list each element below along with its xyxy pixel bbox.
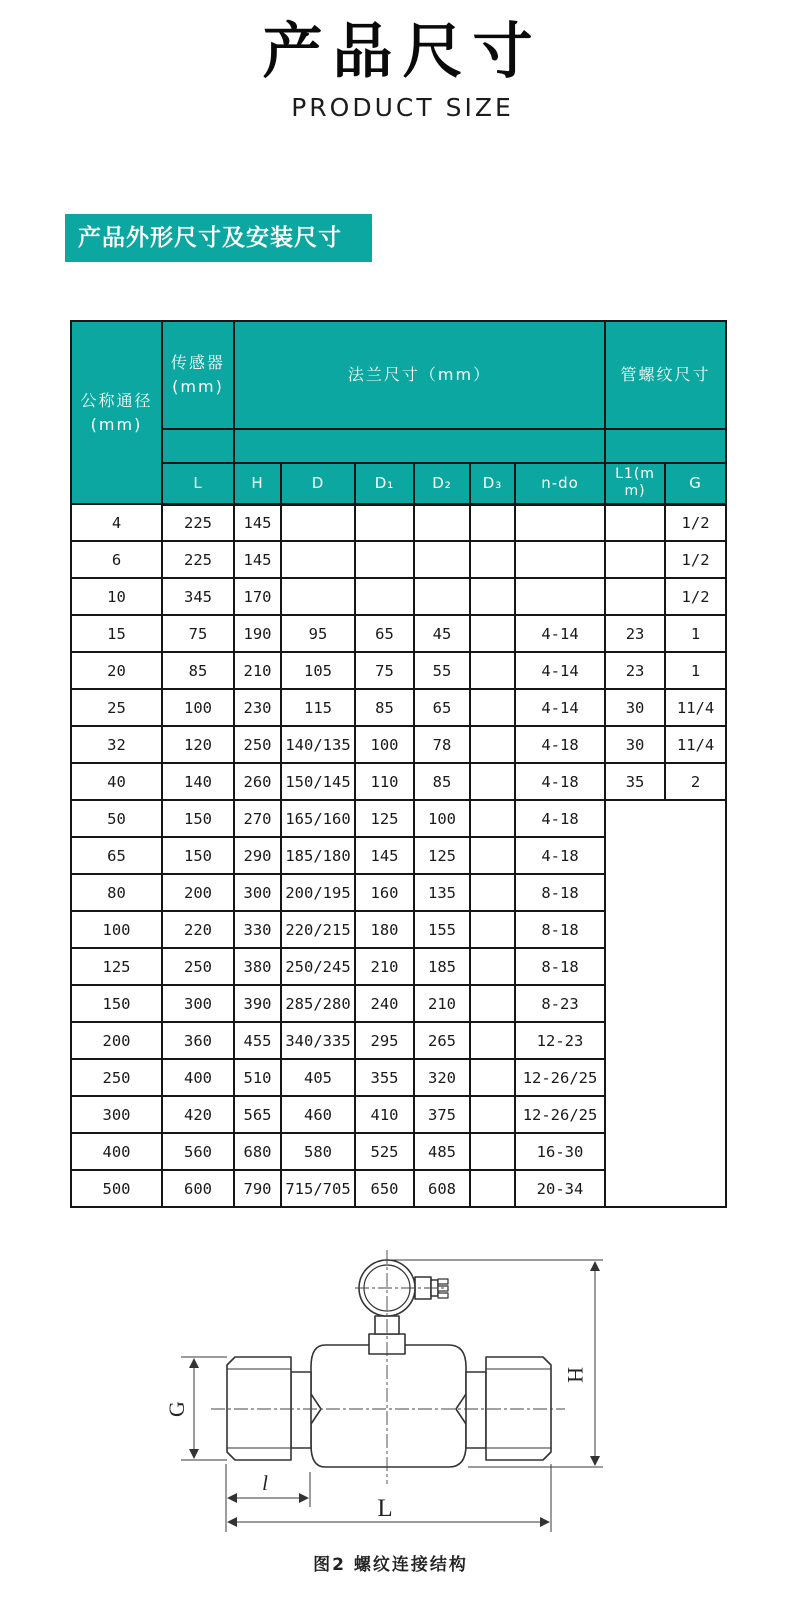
table-cell: 375 — [414, 1096, 470, 1133]
table-cell — [605, 541, 665, 578]
table-cell: 250 — [234, 726, 281, 763]
table-cell: 120 — [162, 726, 234, 763]
table-cell — [470, 652, 515, 689]
table-cell — [515, 578, 605, 615]
table-cell: 225 — [162, 541, 234, 578]
title-block — [0, 18, 805, 122]
table-cell — [355, 578, 414, 615]
table-cell — [470, 1022, 515, 1059]
cable-gland-rib — [438, 1279, 448, 1284]
cable-gland-rib — [438, 1286, 448, 1291]
table-cell — [470, 1059, 515, 1096]
table-cell — [470, 985, 515, 1022]
table-cell: 150 — [71, 985, 162, 1022]
table-cell: 85 — [414, 763, 470, 800]
table-cell — [470, 541, 515, 578]
table-cell: 20-34 — [515, 1170, 605, 1207]
table-cell — [355, 541, 414, 578]
table-cell — [515, 541, 605, 578]
table-cell — [470, 874, 515, 911]
table-cell: 1/2 — [665, 504, 726, 541]
table-cell: 25 — [71, 689, 162, 726]
table-cell: 170 — [234, 578, 281, 615]
dimension-label-G: G — [164, 1401, 189, 1417]
table-cell: 32 — [71, 726, 162, 763]
table-cell: 200/195 — [281, 874, 355, 911]
table-cell: 4-14 — [515, 689, 605, 726]
table-cell: 390 — [234, 985, 281, 1022]
table-cell: 225 — [162, 504, 234, 541]
header-nominal-diameter — [71, 321, 162, 504]
table-cell: 650 — [355, 1170, 414, 1207]
table-cell: 300 — [162, 985, 234, 1022]
table-cell: 4-14 — [515, 652, 605, 689]
table-cell — [414, 578, 470, 615]
table-cell: 355 — [355, 1059, 414, 1096]
table-cell — [281, 541, 355, 578]
table-cell: 150 — [162, 800, 234, 837]
table-cell: 330 — [234, 911, 281, 948]
table-cell: 250/245 — [281, 948, 355, 985]
table-row — [71, 504, 726, 541]
spec-table-body — [71, 504, 726, 1207]
table-cell: 240 — [355, 985, 414, 1022]
figure-2 — [163, 1232, 618, 1575]
table-cell — [515, 504, 605, 541]
table-cell: 410 — [355, 1096, 414, 1133]
table-cell — [470, 578, 515, 615]
table-cell — [414, 504, 470, 541]
table-cell: 1 — [665, 652, 726, 689]
table-cell: 2 — [665, 763, 726, 800]
header-sensor — [162, 321, 234, 429]
col-header-L1: L1(mm) — [605, 463, 665, 504]
table-cell: 400 — [162, 1059, 234, 1096]
table-cell: 200 — [71, 1022, 162, 1059]
table-cell: 105 — [281, 652, 355, 689]
table-spacer-row — [71, 429, 726, 463]
dimensions-table — [70, 320, 727, 1208]
threaded-connection-diagram — [163, 1232, 618, 1544]
table-cell: 23 — [605, 615, 665, 652]
table-cell — [470, 837, 515, 874]
table-cell: 180 — [355, 911, 414, 948]
table-cell: 65 — [414, 689, 470, 726]
table-cell — [470, 689, 515, 726]
table-cell: 8-18 — [515, 948, 605, 985]
table-cell: 45 — [414, 615, 470, 652]
dimension-label-small-l: l — [262, 1471, 268, 1495]
table-cell: 135 — [414, 874, 470, 911]
table-cell — [470, 615, 515, 652]
table-cell: 790 — [234, 1170, 281, 1207]
table-cell: 12-23 — [515, 1022, 605, 1059]
table-cell: 1/2 — [665, 578, 726, 615]
table-cell: 100 — [355, 726, 414, 763]
table-row — [71, 652, 726, 689]
table-row — [71, 689, 726, 726]
table-cell: 285/280 — [281, 985, 355, 1022]
table-cell — [355, 504, 414, 541]
table-cell: 185/180 — [281, 837, 355, 874]
table-row — [71, 800, 726, 837]
table-row — [71, 615, 726, 652]
table-cell: 115 — [281, 689, 355, 726]
table-cell — [281, 504, 355, 541]
table-cell: 20 — [71, 652, 162, 689]
table-cell: 65 — [355, 615, 414, 652]
table-cell: 525 — [355, 1133, 414, 1170]
table-subheader-row — [71, 463, 726, 504]
col-header-H: H — [234, 463, 281, 504]
table-cell: 75 — [355, 652, 414, 689]
spacer-cell — [162, 429, 234, 463]
table-cell: 11/4 — [665, 726, 726, 763]
table-cell: 4-14 — [515, 615, 605, 652]
table-row — [71, 578, 726, 615]
table-cell: 680 — [234, 1133, 281, 1170]
table-cell: 455 — [234, 1022, 281, 1059]
table-cell: 75 — [162, 615, 234, 652]
table-cell: 580 — [281, 1133, 355, 1170]
table-cell: 300 — [234, 874, 281, 911]
table-cell — [470, 1170, 515, 1207]
table-cell: 150 — [162, 837, 234, 874]
table-cell: 210 — [355, 948, 414, 985]
table-cell: 220 — [162, 911, 234, 948]
table-cell: 10 — [71, 578, 162, 615]
table-cell: 510 — [234, 1059, 281, 1096]
spacer-cell — [605, 429, 726, 463]
table-cell: 110 — [355, 763, 414, 800]
table-row — [71, 726, 726, 763]
table-cell: 145 — [355, 837, 414, 874]
table-cell: 30 — [605, 726, 665, 763]
table-cell: 260 — [234, 763, 281, 800]
table-cell — [470, 948, 515, 985]
table-cell: 405 — [281, 1059, 355, 1096]
table-cell: 100 — [414, 800, 470, 837]
table-cell: 210 — [414, 985, 470, 1022]
table-cell: 4-18 — [515, 763, 605, 800]
table-row — [71, 763, 726, 800]
table-cell: 560 — [162, 1133, 234, 1170]
table-cell: 85 — [355, 689, 414, 726]
table-cell: 300 — [71, 1096, 162, 1133]
table-cell: 8-18 — [515, 874, 605, 911]
table-cell: 150/145 — [281, 763, 355, 800]
table-cell: 715/705 — [281, 1170, 355, 1207]
dimension-label-big-L: L — [377, 1495, 393, 1522]
table-cell: 15 — [71, 615, 162, 652]
col-header-D: D — [281, 463, 355, 504]
table-cell: 200 — [162, 874, 234, 911]
header-nominal-diameter-unit: (mm) — [90, 414, 143, 434]
table-cell: 210 — [234, 652, 281, 689]
table-cell: 78 — [414, 726, 470, 763]
col-header-G: G — [665, 463, 726, 504]
table-cell: 340/335 — [281, 1022, 355, 1059]
table-cell: 8-18 — [515, 911, 605, 948]
table-cell: 12-26/25 — [515, 1059, 605, 1096]
spacer-cell — [234, 429, 605, 463]
merged-empty-cell — [605, 800, 726, 1207]
table-cell: 23 — [605, 652, 665, 689]
table-cell: 270 — [234, 800, 281, 837]
table-cell — [605, 578, 665, 615]
table-cell: 50 — [71, 800, 162, 837]
header-pipe-thread-size: 管螺纹尺寸 — [605, 321, 726, 429]
table-cell: 100 — [71, 911, 162, 948]
table-cell: 80 — [71, 874, 162, 911]
table-cell: 220/215 — [281, 911, 355, 948]
header-flange-size: 法兰尺寸（mm） — [234, 321, 605, 429]
table-cell: 100 — [162, 689, 234, 726]
table-cell: 30 — [605, 689, 665, 726]
table-cell: 95 — [281, 615, 355, 652]
table-cell: 345 — [162, 578, 234, 615]
table-cell: 4-18 — [515, 800, 605, 837]
table-group-header-row — [71, 321, 726, 429]
table-header — [71, 321, 726, 504]
table-cell: 250 — [162, 948, 234, 985]
table-cell: 400 — [71, 1133, 162, 1170]
figure-caption: 图2 螺纹连接结构 — [313, 1555, 468, 1575]
page-title: 产品尺寸 — [262, 17, 543, 87]
table-cell: 485 — [414, 1133, 470, 1170]
table-cell: 420 — [162, 1096, 234, 1133]
right-threaded-fitting — [486, 1357, 551, 1460]
table-cell: 4-18 — [515, 726, 605, 763]
table-cell: 600 — [162, 1170, 234, 1207]
table-cell — [470, 911, 515, 948]
table-cell: 55 — [414, 652, 470, 689]
left-threaded-fitting — [227, 1357, 291, 1460]
col-header-n-do: n-do — [515, 463, 605, 504]
dimension-label-H: H — [563, 1367, 588, 1383]
table-cell: 40 — [71, 763, 162, 800]
table-cell: 125 — [355, 800, 414, 837]
table-cell: 380 — [234, 948, 281, 985]
col-header-D3: D₃ — [470, 463, 515, 504]
table-cell: 290 — [234, 837, 281, 874]
table-cell: 85 — [162, 652, 234, 689]
table-cell: 145 — [234, 504, 281, 541]
table-cell — [470, 763, 515, 800]
table-cell: 12-26/25 — [515, 1096, 605, 1133]
table-cell: 320 — [414, 1059, 470, 1096]
table-cell: 140 — [162, 763, 234, 800]
table-cell: 185 — [414, 948, 470, 985]
table-cell: 125 — [71, 948, 162, 985]
table-cell — [470, 504, 515, 541]
table-cell: 1 — [665, 615, 726, 652]
table-cell — [470, 1133, 515, 1170]
table-cell: 295 — [355, 1022, 414, 1059]
table-cell: 8-23 — [515, 985, 605, 1022]
left-fitting-connector — [291, 1372, 311, 1448]
table-cell — [470, 1096, 515, 1133]
table-cell: 11/4 — [665, 689, 726, 726]
table-row — [71, 541, 726, 578]
table-cell: 65 — [71, 837, 162, 874]
table-cell: 360 — [162, 1022, 234, 1059]
table-cell: 4 — [71, 504, 162, 541]
table-cell: 230 — [234, 689, 281, 726]
table-cell — [470, 726, 515, 763]
table-cell: 190 — [234, 615, 281, 652]
page-subtitle: PRODUCT SIZE — [291, 93, 514, 122]
table-cell — [281, 578, 355, 615]
table-cell: 125 — [414, 837, 470, 874]
table-cell: 608 — [414, 1170, 470, 1207]
table-cell: 155 — [414, 911, 470, 948]
header-nominal-diameter-label: 公称通径 — [80, 390, 153, 410]
table-cell: 6 — [71, 541, 162, 578]
table-cell: 165/160 — [281, 800, 355, 837]
table-cell: 16-30 — [515, 1133, 605, 1170]
table-cell: 4-18 — [515, 837, 605, 874]
col-header-L: L — [162, 463, 234, 504]
table-cell: 250 — [71, 1059, 162, 1096]
header-sensor-label: 传感器 — [170, 353, 225, 372]
table-cell: 1/2 — [665, 541, 726, 578]
header-sensor-unit: (mm) — [172, 377, 224, 396]
table-cell: 565 — [234, 1096, 281, 1133]
cable-gland-rib — [438, 1293, 448, 1298]
table-cell: 145 — [234, 541, 281, 578]
right-fitting-connector — [466, 1372, 486, 1448]
table-cell: 500 — [71, 1170, 162, 1207]
col-header-D2: D₂ — [414, 463, 470, 504]
meter-body — [311, 1345, 466, 1467]
col-header-D1: D₁ — [355, 463, 414, 504]
table-cell — [470, 800, 515, 837]
table-cell: 160 — [355, 874, 414, 911]
table-cell: 140/135 — [281, 726, 355, 763]
table-cell — [605, 504, 665, 541]
section-banner: 产品外形尺寸及安装尺寸 — [65, 214, 372, 262]
table-cell — [414, 541, 470, 578]
table-cell: 35 — [605, 763, 665, 800]
table-cell: 460 — [281, 1096, 355, 1133]
table-cell: 265 — [414, 1022, 470, 1059]
